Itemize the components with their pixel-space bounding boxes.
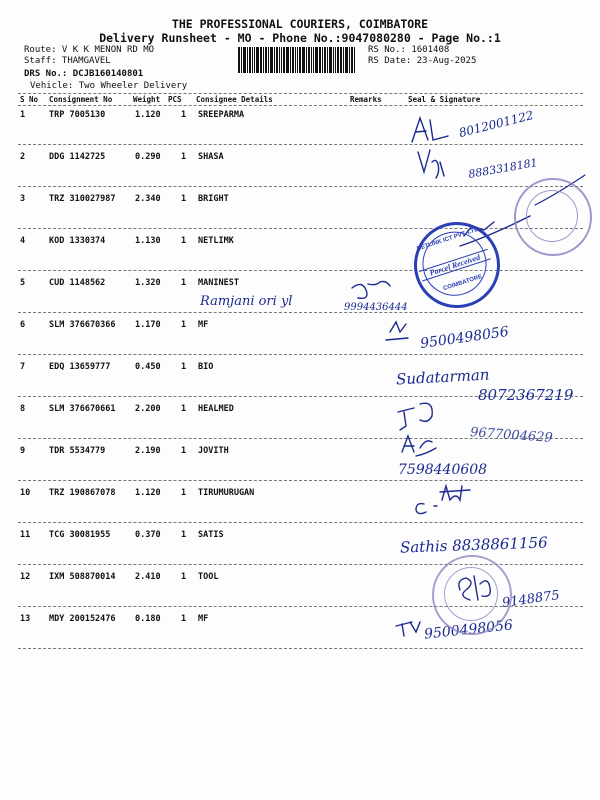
row-consignee: SREEPARMA <box>198 110 245 120</box>
stamp-received-text: Parcel Received <box>419 249 491 282</box>
row-consignment-no: SLM 376670366 <box>49 320 116 330</box>
handwritten-phone-row5: 9994436444 <box>344 302 408 313</box>
col-consignee: Consignee Details <box>196 95 273 104</box>
row-consignment-no: CUD 1148562 <box>49 278 106 288</box>
row-pcs: 1 <box>181 194 187 204</box>
row-weight: 2.190 <box>135 446 161 456</box>
row-consignment-no: MDY 200152476 <box>49 614 116 624</box>
handwritten-phone-row12: 9148875 <box>501 588 561 611</box>
row-pcs: 1 <box>181 614 187 624</box>
stamp-city-text: COIMBATORE <box>442 273 484 293</box>
row-sno: 4 <box>20 236 26 246</box>
row-consignee: BIO <box>198 362 214 372</box>
row-weight: 2.410 <box>135 572 161 582</box>
row-consignment-no: TDR 5534779 <box>49 446 106 456</box>
document-title: THE PROFESSIONAL COURIERS, COIMBATORE <box>171 17 429 31</box>
row-weight: 1.130 <box>135 236 161 246</box>
row-sno: 10 <box>20 488 31 498</box>
row-consignment-no: TCG 30081955 <box>49 530 111 540</box>
row-sno: 1 <box>20 110 26 120</box>
document-subtitle: Delivery Runsheet - MO - Phone No.:9047080280 - Page No.:1 <box>99 31 501 45</box>
faded-company-stamp-top <box>514 178 592 256</box>
row-consignee: MANINEST <box>198 278 239 288</box>
row-sno: 3 <box>20 194 26 204</box>
row-pcs: 1 <box>181 488 187 498</box>
row-sno: 13 <box>20 614 31 624</box>
handwritten-name-row7: Sudatarman <box>395 365 490 389</box>
row-consignee: BRIGHT <box>198 194 229 204</box>
handwritten-phone-row1: 8012001122 <box>457 107 535 141</box>
handwritten-name-row11: Sathis 8838861156 <box>399 533 548 557</box>
row-weight: 1.120 <box>135 488 161 498</box>
handwritten-phone-row9: 7598440608 <box>398 462 488 478</box>
row-sno: 7 <box>20 362 26 372</box>
row-consignment-no: TRP 7005130 <box>49 110 106 120</box>
row-sno: 12 <box>20 572 31 582</box>
col-weight: Weight <box>133 95 161 104</box>
row-weight: 0.450 <box>135 362 161 372</box>
row-consignment-no: TRZ 190867078 <box>49 488 116 498</box>
handwritten-phone-row2: 8883318181 <box>467 156 539 181</box>
row-pcs: 1 <box>181 152 187 162</box>
staff-line: Staff: THAMGAVEL <box>24 56 111 66</box>
row-consignee: TIRUMURUGAN <box>198 488 255 498</box>
row-weight: 2.200 <box>135 404 161 414</box>
row-consignment-no: EDQ 13659777 <box>49 362 111 372</box>
handwritten-phone-row7: 8072367219 <box>478 386 574 404</box>
row-pcs: 1 <box>181 404 187 414</box>
row-pcs: 1 <box>181 110 187 120</box>
rs-date: RS Date: 23-Aug-2025 <box>368 56 477 66</box>
drs-number: DRS No.: DCJB160140801 <box>24 69 144 79</box>
row-sno: 9 <box>20 446 26 456</box>
row-pcs: 1 <box>181 572 187 582</box>
row-consignee: MF <box>198 320 209 330</box>
route-line: Route: V K K MENON RD MO <box>24 45 155 55</box>
col-remarks: Remarks <box>350 95 382 104</box>
row-weight: 1.170 <box>135 320 161 330</box>
col-seal: Seal & Signature <box>408 95 481 104</box>
row-weight: 0.180 <box>135 614 161 624</box>
row-consignee: HEALMED <box>198 404 234 414</box>
row-pcs: 1 <box>181 236 187 246</box>
row-weight: 2.340 <box>135 194 161 204</box>
row-consignee: MF <box>198 614 209 624</box>
row-consignment-no: IXM 508870014 <box>49 572 116 582</box>
row-pcs: 1 <box>181 446 187 456</box>
row-consignee: TOOL <box>198 572 219 582</box>
row-sno: 8 <box>20 404 26 414</box>
row-sno: 2 <box>20 152 26 162</box>
row-consignee: NETLIMK <box>198 236 234 246</box>
handwritten-phone-row13: 9500498056 <box>423 617 514 643</box>
col-pcs: PCS <box>168 95 182 104</box>
handwritten-remark-row5: Ramjani ori yl <box>200 294 293 309</box>
row-consignee: JOVITH <box>198 446 229 456</box>
col-consignment: Consignment No <box>49 95 113 104</box>
row-pcs: 1 <box>181 530 187 540</box>
row-weight: 1.120 <box>135 110 161 120</box>
rs-number: RS No.: 1601408 <box>368 45 450 55</box>
row-sno: 11 <box>20 530 31 540</box>
row-consignment-no: TRZ 310027987 <box>49 194 116 204</box>
col-sno: S No <box>20 95 39 104</box>
row-consignee: SHASA <box>198 152 224 162</box>
faded-company-stamp-bottom <box>432 555 512 635</box>
row-consignment-no: DDG 1142725 <box>49 152 106 162</box>
stamp-company-text: NETLINK ICT PVT. LTD. <box>416 226 482 253</box>
vehicle-line: Vehicle: Two Wheeler Delivery <box>30 81 188 91</box>
row-sno: 5 <box>20 278 26 288</box>
handwritten-phone-row8: 9677004629 <box>469 425 554 446</box>
handwritten-phone-row6: 9500498056 <box>419 323 510 353</box>
row-weight: 0.370 <box>135 530 161 540</box>
row-consignment-no: SLM 376670661 <box>49 404 116 414</box>
row-sno: 6 <box>20 320 26 330</box>
row-pcs: 1 <box>181 320 187 330</box>
row-weight: 0.290 <box>135 152 161 162</box>
row-weight: 1.320 <box>135 278 161 288</box>
row-consignment-no: KOD 1330374 <box>49 236 106 246</box>
row-pcs: 1 <box>181 362 187 372</box>
row-consignee: SATIS <box>198 530 224 540</box>
row-pcs: 1 <box>181 278 187 288</box>
